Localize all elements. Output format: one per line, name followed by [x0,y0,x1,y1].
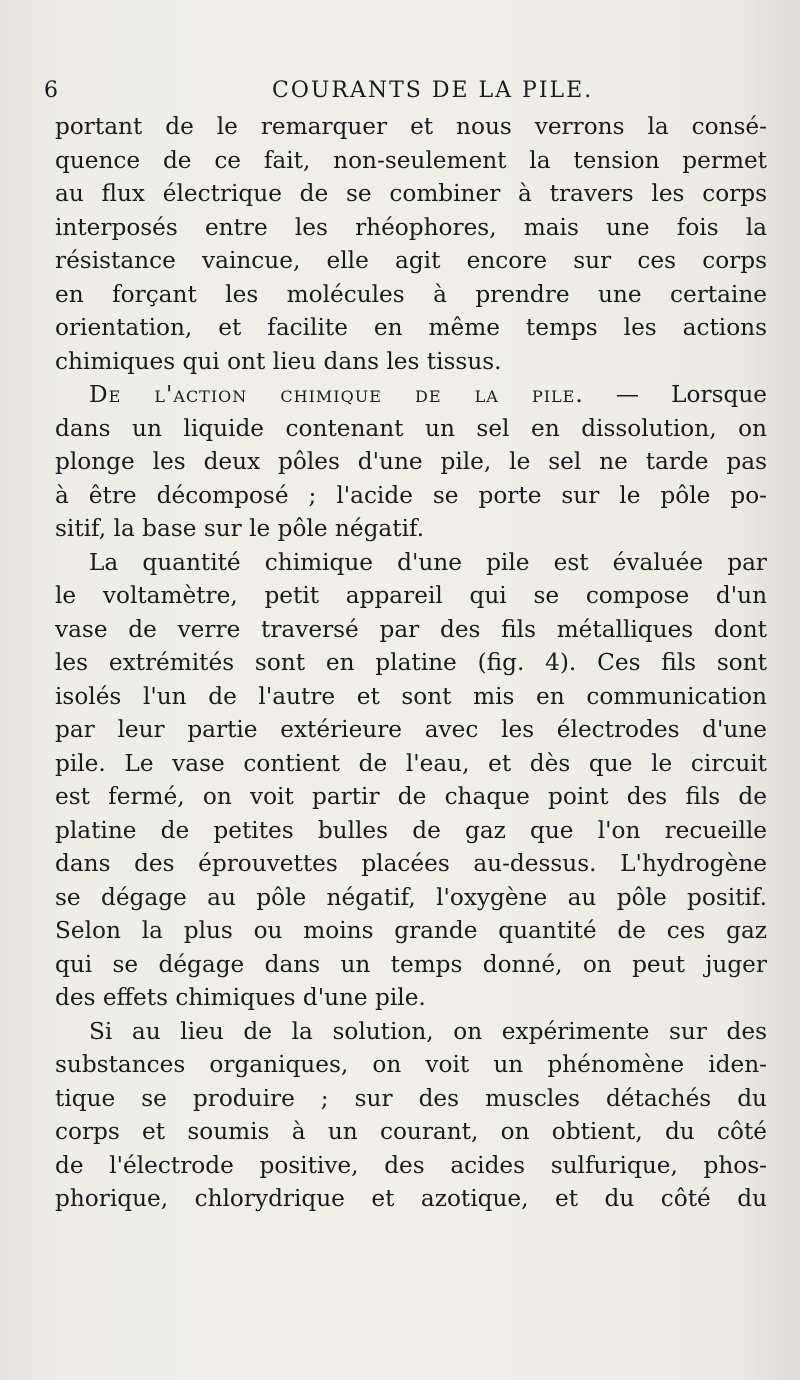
text-line: dans un liquide contenant un sel en dissolution, on [55,414,767,442]
text-line: au flux électrique de se combiner à travers les corps [55,180,767,207]
text-line: Si au lieu de la solution, on expérimente sur des [89,1017,767,1045]
text-line: chimiques qui ont lieu dans les tissus. [55,347,502,375]
text-line: pile. Le vase contient de l'eau, et dès que le circuit [55,749,767,777]
section-heading-rest: — Lorsque [583,381,767,408]
text-line: des effets chimiques d'une pile. [55,984,426,1011]
text-line: interposés entre les rhéophores, mais une fois la [55,213,767,241]
text-line: Selon la plus ou moins grande quantité de ces gaz [55,917,767,944]
text-line: se dégage au pôle négatif, l'oxygène au pôle positif. [55,883,767,911]
text-line: plonge les deux pôles d'une pile, le sel ne tarde pas [55,448,767,475]
text-line: platine de petites bulles de gaz que l'on recueille [55,816,767,844]
section-heading-line [55,378,767,412]
body-text [55,110,767,1216]
text-line: résistance vaincue, elle agit encore sur ces corps [55,247,767,274]
text-line: par leur partie extérieure avec les électrodes d'une [55,716,767,743]
text-line: quence de ce fait, non-seulement la tension permet [55,146,767,174]
text-line: substances organiques, on voit un phénomène iden- [55,1051,767,1078]
running-head: COURANTS DE LA PILE. [272,78,594,103]
text-line: isolés l'un de l'autre et sont mis en communication [55,682,767,710]
text-line: est fermé, on voit partir de chaque point des fils de [55,783,767,810]
text-line: orientation, et facilite en même temps les actions [55,314,767,341]
text-line: les extrémités sont en platine (fig. 4). Ces fils sont [55,649,767,676]
text-line: La quantité chimique d'une pile est évaluée par [89,548,767,576]
text-line: de l'électrode positive, des acides sulfurique, phos- [55,1151,767,1179]
text-line: le voltamètre, petit appareil qui se compose d'un [55,582,767,609]
text-line: qui se dégage dans un temps donné, on peut juger [55,950,767,978]
section-heading: De l'action chimique de la pile. [89,381,584,408]
text-line: dans des éprouvettes placées au-dessus. L'hydrogène [55,850,767,877]
page-header [44,78,744,110]
text-line: portant de le remarquer et nous verrons la consé- [55,113,767,140]
text-line: en forçant les molécules à prendre une certaine [55,280,767,308]
text-line: phorique, chlorydrique et azotique, et du côté du [55,1185,767,1212]
text-line: corps et soumis à un courant, on obtient, du côté [55,1118,767,1145]
text-line: à être décomposé ; l'acide se porte sur le pôle po- [55,481,767,509]
text-line: sitif, la base sur le pôle négatif. [55,515,425,542]
text-line: tique se produire ; sur des muscles détachés du [55,1084,767,1112]
text-line: vase de verre traversé par des fils métalliques dont [55,615,767,643]
page-number: 6 [44,78,59,103]
